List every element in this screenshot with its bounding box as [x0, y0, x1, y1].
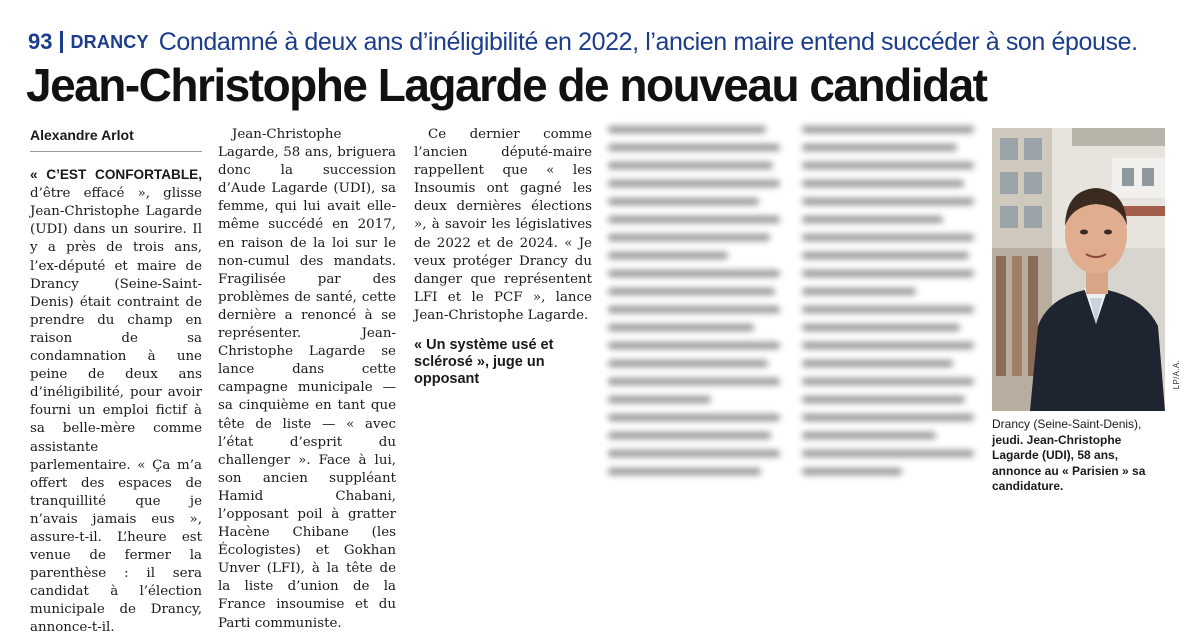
headline: Jean-Christophe Lagarde de nouveau candidat — [26, 59, 987, 111]
paragraph-3: Ce dernier comme l’ancien député-maire rappellent que « les Insoumis ont gagné les deux dernières élections », à savoir les législatives de 2022 et de 2024. « Je veux protéger Drancy du danger que représentent LFI et le PCF », lance Jean-Christophe Lagarde. — [414, 127, 592, 323]
blurred-column-1 — [608, 126, 780, 486]
portrait-photo — [992, 128, 1165, 411]
blurred-column-2 — [802, 126, 974, 486]
portrait-illustration — [992, 128, 1165, 411]
lead-caps: « C’EST CONFORTABLE, — [30, 167, 202, 183]
article-column-3 — [414, 126, 592, 388]
caption-bold: jeudi. Jean-Christophe Lagarde (UDI), 58 ans, annonce au « Parisien » sa candidature. — [992, 432, 1146, 493]
kicker-line — [28, 24, 1188, 60]
paragraph-2: Jean-Christophe Lagarde, 58 ans, briguera donc la succession d’Aude Lagarde (UDI), sa femme, qui lui avait elle-même succédé en 2017, en raison de la loi sur le non-cumul des mandats. Fragilisée par des problèmes de santé, cette dernière a renoncé à se représenter. Jean-Christophe Lagarde se lance dans cette campagne municipale — sa cinquième en tant que tête de liste — « avec l’état d’esprit du challenger ». Face à lui, son ancien suppléant Hamid Chabani, l’opposant poil à gratter Hacène Chibane (les Écologistes) et Gokhan Unver (LFI), à la tête de la liste d’union de la France insoumise et du Parti communiste. — [218, 127, 396, 631]
article-column-1 — [30, 126, 202, 638]
author-byline: Alexandre Arlot — [30, 126, 202, 152]
section-town: DRANCY — [70, 31, 149, 52]
photo-caption — [992, 417, 1170, 495]
lead-text: d’être effacé », glisse Jean-Christophe Lagarde (UDI) dans un sourire. Il y a près de trois ans, l’ex-député et maire de Drancy (Seine-Saint-Denis) était contraint de prendre du champ en raison de sa condamnation à une peine de deux ans d’inéligibilité, pour avoir fourni un emploi fictif à sa belle-mère comme assistante parlementaire. « Ça m’a offert des espaces de tranquillité que je n’avais jamais eus », assure-t-il. L’heure est venue de fermer la parenthèse : il sera candidat à l’élection municipale de Drancy, annonce-t-il. — [30, 186, 202, 636]
deck-text: Condamné à deux ans d’inéligibilité en 2022, l’ancien maire entend succéder à son épouse. — [158, 27, 1138, 56]
blurred-text-area — [608, 126, 976, 486]
photo-credit: LP/A.A. — [1172, 360, 1181, 390]
page-number: 93 — [28, 29, 53, 54]
intertitle: « Un système usé et sclérosé », juge un opposant — [414, 337, 554, 388]
kicker-separator — [60, 31, 63, 53]
article-column-2 — [218, 126, 396, 633]
lead-paragraph — [30, 166, 202, 637]
caption-regular: Drancy (Seine-Saint-Denis), — [992, 417, 1142, 431]
